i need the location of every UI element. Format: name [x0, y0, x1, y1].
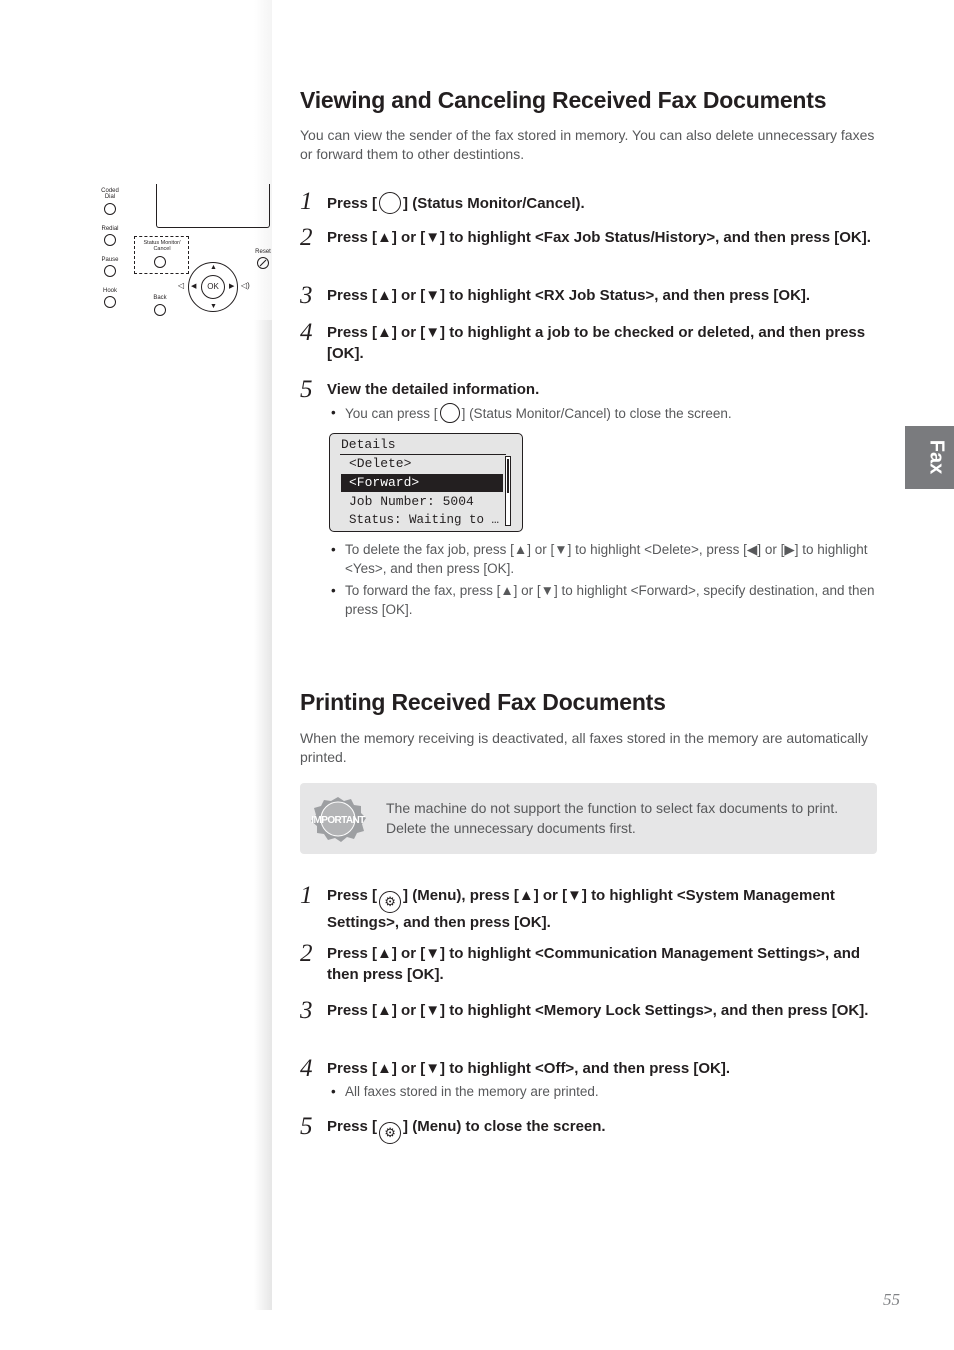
hook-label: Hook	[102, 288, 117, 294]
lcd-item-forward[interactable]: <Forward>	[341, 474, 503, 492]
pause-label: Pause	[101, 257, 119, 263]
reset-label: Reset	[255, 249, 271, 255]
lcd-status: Status: Waiting to …	[349, 513, 500, 527]
step-number: 5	[300, 1113, 313, 1140]
ok-button[interactable]: OK	[201, 275, 225, 299]
down-arrow-icon[interactable]: ▼	[210, 303, 217, 310]
lcd-job-number: Job Number: 5004	[349, 494, 474, 509]
step-number: 1	[300, 882, 313, 909]
step-number: 2	[300, 940, 313, 967]
operation-panel-illustration	[96, 184, 272, 324]
status-monitor-button-icon	[379, 192, 401, 214]
step-number: 2	[300, 224, 313, 251]
page-number: 55	[883, 1290, 900, 1309]
back-button[interactable]	[154, 304, 166, 316]
menu-button-icon: ⚙	[379, 891, 401, 913]
step-text: Press [▲] or [▼] to highlight <Communication Management Settings>, and then press [OK].	[327, 945, 861, 983]
coded-dial-label: Coded Dial	[101, 188, 119, 200]
pause-button[interactable]	[104, 265, 116, 277]
right-arrow-icon[interactable]: ▶	[229, 283, 235, 290]
s2-step4-note: • All faxes stored in the memory are printed.	[330, 1082, 885, 1101]
lcd-item-delete[interactable]: <Delete>	[349, 456, 412, 471]
redial-label: Redial	[101, 226, 119, 232]
left-arrow-icon[interactable]: ◀	[191, 283, 197, 290]
step-text: Press [▲] or [▼] to highlight <RX Job Status>, and then press [OK].	[327, 287, 811, 304]
svg-text:IMPORTANT: IMPORTANT	[311, 815, 365, 826]
chapter-tab-fax[interactable]: Fax	[905, 426, 954, 489]
status-monitor-label: Status Monitor/ Cancel	[143, 240, 181, 252]
step-number: 5	[300, 376, 313, 403]
step-number: 3	[300, 997, 313, 1024]
coded-dial-button[interactable]	[104, 203, 116, 215]
step-text: View the detailed information.	[327, 381, 540, 398]
redial-button[interactable]	[104, 234, 116, 246]
s1-bullet-delete: • To delete the fax job, press [▲] or [▼] to highlight <Delete>, press [◀] or [▶] to highlight <Yes>, and then press [OK].	[330, 540, 885, 578]
section-intro-viewing: You can view the sender of the fax stored in memory. You can also delete unnecessary faxes or forward them to other destintions.	[300, 127, 875, 162]
lcd-header: Details	[341, 437, 396, 452]
s1-step5-note: • You can press [ ] (Status Monitor/Cancel) to close the screen.	[330, 403, 885, 423]
important-text: The machine do not support the function to select fax documents to print. Delete the unnecessary documents first.	[386, 800, 839, 836]
panel-display	[156, 184, 270, 228]
status-monitor-button-icon	[440, 403, 460, 423]
hook-button[interactable]	[104, 296, 116, 308]
important-box	[300, 783, 877, 854]
step-text: Press [▲] or [▼] to highlight <Fax Job Status/History>, and then press [OK].	[327, 229, 871, 246]
s1-bullet-forward: • To forward the fax, press [▲] or [▼] to highlight <Forward>, specify destination, and then press [OK].	[330, 581, 885, 619]
step-number: 1	[300, 188, 313, 215]
step-number: 3	[300, 282, 313, 309]
step-text: Press [▲] or [▼] to highlight <Memory Lock Settings>, and then press [OK].	[327, 1002, 869, 1019]
lcd-screen-details	[329, 433, 523, 532]
volume-down-icon: ◁	[178, 281, 185, 290]
margin-shade	[254, 320, 272, 1310]
back-label: Back	[153, 295, 167, 301]
menu-button-icon: ⚙	[379, 1122, 401, 1144]
status-monitor-cancel-button[interactable]	[154, 256, 166, 268]
step-text: Press [▲] or [▼] to highlight a job to be checked or deleted, and then press [OK].	[327, 324, 866, 362]
section-title-viewing: Viewing and Canceling Received Fax Documents	[300, 87, 827, 113]
step-text: Press [▲] or [▼] to highlight <Off>, and then press [OK].	[327, 1060, 731, 1077]
section-title-printing: Printing Received Fax Documents	[300, 689, 666, 715]
lcd-scrollbar	[505, 456, 511, 526]
reset-button[interactable]	[257, 257, 269, 269]
volume-up-icon: ◁)	[241, 281, 250, 290]
important-badge-icon	[308, 795, 368, 843]
section-intro-printing: When the memory receiving is deactivated, all faxes stored in the memory are automatically printed.	[300, 730, 869, 765]
step-number: 4	[300, 319, 313, 346]
reset-slash-icon	[258, 258, 268, 268]
step-number: 4	[300, 1055, 313, 1082]
up-arrow-icon[interactable]: ▲	[210, 264, 217, 271]
